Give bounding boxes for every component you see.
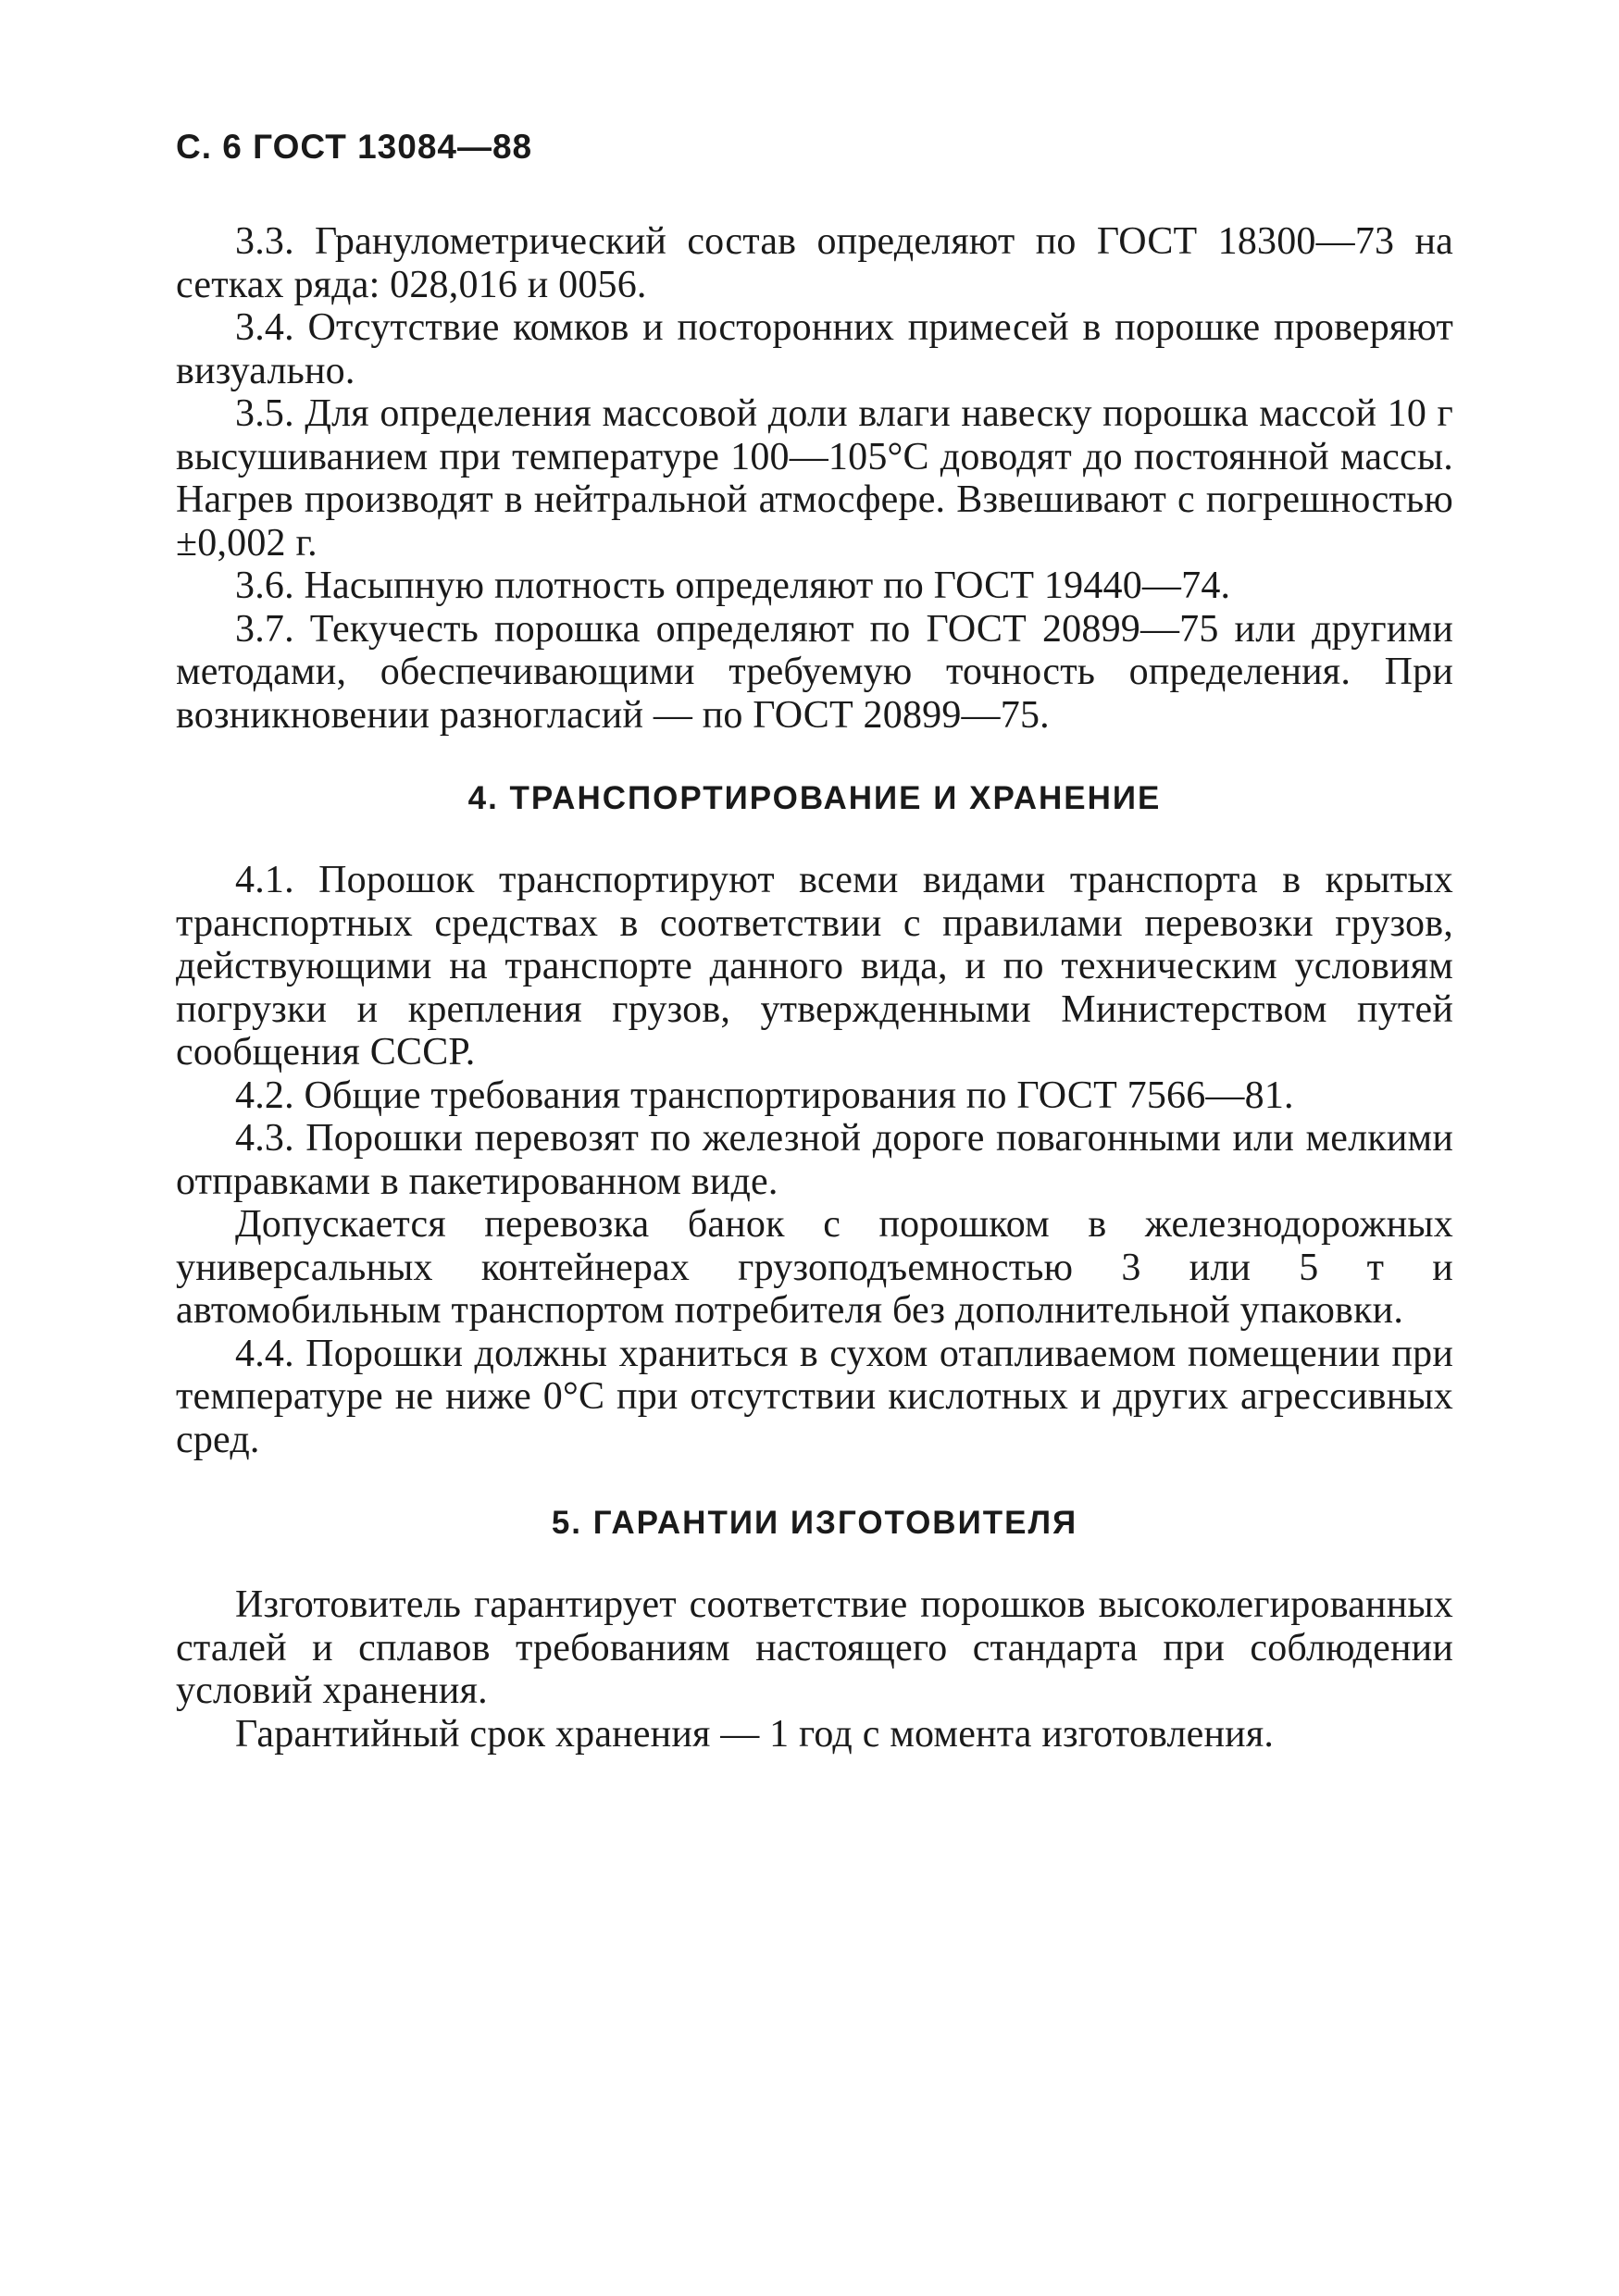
paragraph-3-7: 3.7. Текучесть порошка определяют по ГОСТ 20899—75 или другими методами, обеспечивающими требуемую точность определения. При возникновении разногласий — по ГОСТ 20899—75. xyxy=(176,607,1453,737)
paragraph-3-4: 3.4. Отсутствие комков и посторонних примесей в порошке проверяют визуально. xyxy=(176,306,1453,392)
paragraph-4-3-continued: Допускается перевозка банок с порошком в железнодорожных универсальных контейнерах грузоподъемностью 3 или 5 т и автомобильным транспортом потребителя без дополнительной упаковки. xyxy=(176,1203,1453,1332)
paragraph-5-1: Изготовитель гарантирует соответствие порошков высоколегированных сталей и сплавов требованиям настоящего стандарта при соблюдении условий хранения. xyxy=(176,1583,1453,1712)
section-title-warranty: 5. ГАРАНТИИ ИЗГОТОВИТЕЛЯ xyxy=(551,1505,1078,1541)
document-body xyxy=(176,220,1453,1756)
document-page xyxy=(176,0,1453,2296)
paragraph-4-4: 4.4. Порошки должны храниться в сухом отапливаемом помещении при температуре не ниже 0°С при отсутствии кислотных и других агрессивных сред. xyxy=(176,1332,1453,1461)
paragraph-4-3: 4.3. Порошки перевозят по железной дороге повагонными или мелкими отправками в пакетированном виде. xyxy=(176,1117,1453,1203)
paragraph-4-2: 4.2. Общие требования транспортирования по ГОСТ 7566—81. xyxy=(235,1074,1294,1117)
page-header: С. 6 ГОСТ 13084—88 xyxy=(176,128,533,166)
paragraph-3-6: 3.6. Насыпную плотность определяют по ГОСТ 19440—74. xyxy=(235,565,1231,607)
paragraph-3-5: 3.5. Для определения массовой доли влаги навеску порошка массой 10 г высушиванием при температуре 100—105°С доводят до постоянной массы. Нагрев производят в нейтральной атмосфере. Взвешивают с погрешностью ±0,002 г. xyxy=(176,392,1453,565)
paragraph-5-2: Гарантийный срок хранения — 1 год с момента изготовления. xyxy=(235,1712,1275,1756)
section-title-transport: 4. ТРАНСПОРТИРОВАНИЕ И ХРАНЕНИЕ xyxy=(467,780,1162,816)
paragraph-4-1: 4.1. Порошок транспортируют всеми видами транспорта в крытых транспортных средствах в соответствии с правилами перевозки грузов, действующими на транспорте данного вида, и по техническим условиям погрузки и крепления грузов, утвержденными Министерством путей сообщения СССР. xyxy=(176,859,1453,1074)
paragraph-3-3: 3.3. Гранулометрический состав определяют по ГОСТ 18300—73 на сетках ряда: 028,016 и 0056. xyxy=(176,220,1453,306)
